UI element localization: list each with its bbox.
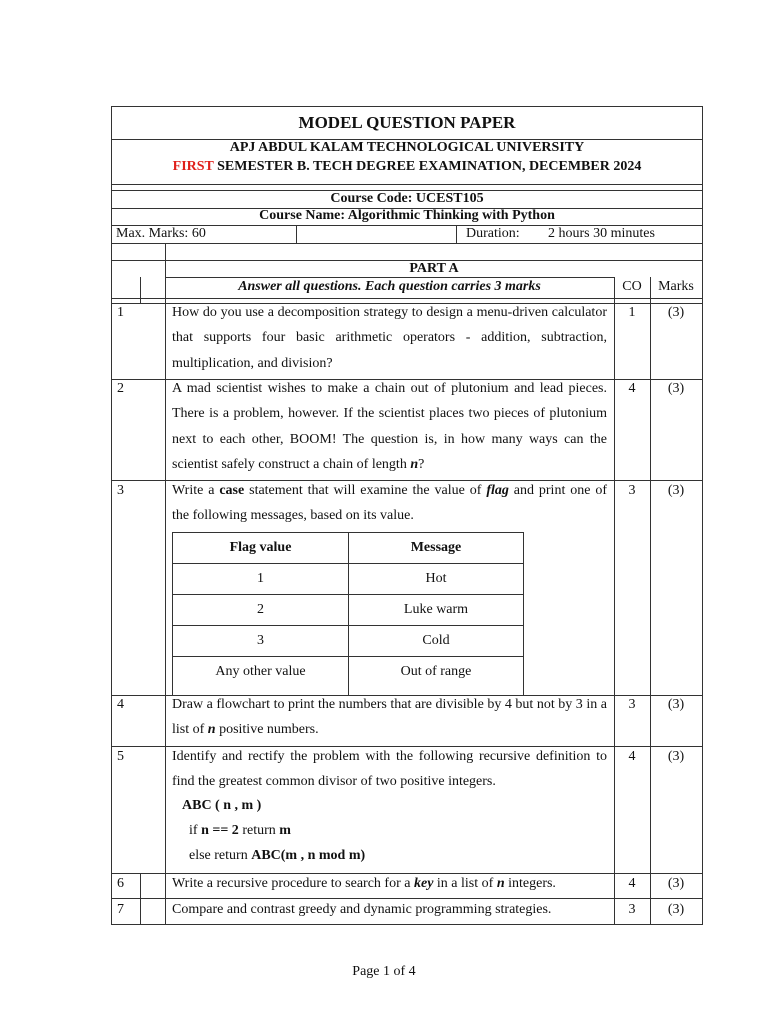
question-marks: (3) bbox=[667, 749, 685, 764]
question-number: 2 bbox=[117, 381, 124, 396]
rule bbox=[614, 277, 615, 925]
flag-table-row bbox=[173, 657, 523, 695]
code-value: ABC(m , n mod m) bbox=[251, 848, 366, 863]
max-marks: Max. Marks: 60 bbox=[116, 226, 206, 241]
question-text: Compare and contrast greedy and dynamic programming strategies. bbox=[172, 902, 552, 917]
question-marks: (3) bbox=[667, 902, 685, 917]
question-text bbox=[172, 692, 607, 743]
keyword-flag: flag bbox=[486, 483, 509, 498]
question-number: 6 bbox=[117, 876, 124, 891]
message-cell: Out of range bbox=[400, 664, 472, 679]
semester-rest: SEMESTER B. TECH DEGREE EXAMINATION, DECEMBER 2024 bbox=[213, 159, 642, 174]
flag-value-cell: 1 bbox=[257, 571, 264, 586]
question-text bbox=[172, 478, 607, 529]
flag-table-row bbox=[173, 564, 523, 595]
course-code: Course Code: UCEST105 bbox=[330, 191, 484, 206]
question-marks: (3) bbox=[667, 381, 685, 396]
duration-label: Duration: bbox=[466, 226, 520, 241]
question-co: 1 bbox=[628, 305, 636, 320]
border-right bbox=[702, 106, 703, 925]
flag-table-row bbox=[173, 595, 523, 626]
question-co: 4 bbox=[628, 876, 636, 891]
question-text-part: ? bbox=[418, 456, 425, 472]
message-cell: Cold bbox=[422, 633, 450, 648]
flag-table-header-cell: Flag value bbox=[229, 540, 292, 555]
question-co: 4 bbox=[628, 749, 636, 764]
part-instruction: Answer all questions. Each question carries 3 marks bbox=[238, 279, 541, 294]
rule bbox=[140, 277, 141, 303]
question-text-part: and print one of the following messages, based on its value. bbox=[172, 483, 608, 524]
rule bbox=[296, 225, 297, 243]
question-text: Identify and rectify the problem with the following recursive definition to find the greatest common divisor of two positive integers. bbox=[172, 749, 607, 790]
question-text-part: positive numbers. bbox=[215, 722, 319, 738]
question-text-part: statement that will examine the value of bbox=[244, 483, 487, 498]
message-cell: Luke warm bbox=[403, 602, 469, 617]
question-text-part: Draw a flowchart to print the numbers that are divisible by 4 but not by 3 in a list of bbox=[172, 697, 607, 738]
border-left bbox=[111, 106, 112, 925]
question-number: 4 bbox=[117, 697, 124, 712]
variable-n: n bbox=[207, 722, 216, 738]
marks-header: Marks bbox=[658, 279, 694, 294]
code-value: m bbox=[279, 823, 291, 838]
question-number: 7 bbox=[117, 902, 124, 917]
question-co: 3 bbox=[628, 902, 636, 917]
paper-title: MODEL QUESTION PAPER bbox=[298, 113, 516, 132]
question-co: 3 bbox=[628, 697, 636, 712]
question-number: 3 bbox=[117, 483, 124, 498]
rule bbox=[650, 277, 651, 925]
flag-table-row bbox=[173, 626, 523, 657]
keyword-case: case bbox=[219, 483, 245, 498]
question-text: How do you use a decomposition strategy to design a menu-driven calculator that supports four basic arithmetic operators - addition, subtraction, multiplication, and division? bbox=[172, 305, 607, 371]
question-number: 5 bbox=[117, 749, 124, 764]
code-line-signature: ABC ( n , m ) bbox=[182, 798, 262, 813]
variable-n: n bbox=[496, 876, 505, 891]
question-marks: (3) bbox=[667, 876, 685, 891]
rule bbox=[111, 106, 703, 107]
rule bbox=[456, 225, 457, 243]
code-line-else bbox=[189, 846, 365, 866]
question-text-part: A mad scientist wishes to make a chain out of plutonium and lead pieces. There is a problem, however. If the scientist places two pieces of plutonium next to each other, BOOM! The question is, in how many ways can the scientist safely construct a chain of length bbox=[172, 381, 607, 472]
course-name: Course Name: Algorithmic Thinking with Python bbox=[259, 208, 555, 223]
question-number: 1 bbox=[117, 305, 124, 320]
rule bbox=[165, 243, 166, 925]
code-line-if bbox=[189, 821, 291, 841]
co-header: CO bbox=[622, 279, 642, 294]
rule bbox=[111, 184, 703, 185]
flag-value-cell: 2 bbox=[257, 602, 264, 617]
part-title: PART A bbox=[409, 261, 459, 276]
semester-line bbox=[111, 157, 703, 177]
question-co: 4 bbox=[628, 381, 636, 396]
code-part: else return bbox=[189, 848, 252, 863]
question-text-part: in a list of bbox=[433, 876, 497, 891]
flag-table-header bbox=[173, 533, 523, 564]
code-condition: n == 2 bbox=[201, 823, 239, 838]
flag-table bbox=[172, 532, 524, 696]
duration-value: 2 hours 30 minutes bbox=[548, 226, 655, 241]
question-marks: (3) bbox=[667, 697, 685, 712]
university-name: APJ ABDUL KALAM TECHNOLOGICAL UNIVERSITY bbox=[229, 140, 585, 155]
page-number: Page 1 of 4 bbox=[352, 964, 416, 979]
code-part: if bbox=[189, 823, 202, 838]
question-text-part: Write a recursive procedure to search for a bbox=[172, 876, 414, 891]
keyword-key: key bbox=[413, 876, 434, 891]
question-text-part: Write a bbox=[172, 483, 220, 498]
question-text-part: integers. bbox=[504, 876, 556, 891]
rule bbox=[140, 873, 141, 925]
question-co: 3 bbox=[628, 483, 636, 498]
message-cell: Hot bbox=[425, 571, 447, 586]
question-marks: (3) bbox=[667, 305, 685, 320]
question-marks: (3) bbox=[667, 483, 685, 498]
question-text bbox=[172, 874, 556, 894]
semester-prefix: FIRST bbox=[172, 159, 214, 174]
question-text bbox=[172, 376, 607, 477]
flag-table-header-cell: Message bbox=[410, 540, 462, 555]
variable-n: n bbox=[410, 456, 419, 472]
code-part: return bbox=[238, 823, 280, 838]
flag-value-cell: Any other value bbox=[215, 664, 306, 679]
flag-value-cell: 3 bbox=[257, 633, 264, 648]
